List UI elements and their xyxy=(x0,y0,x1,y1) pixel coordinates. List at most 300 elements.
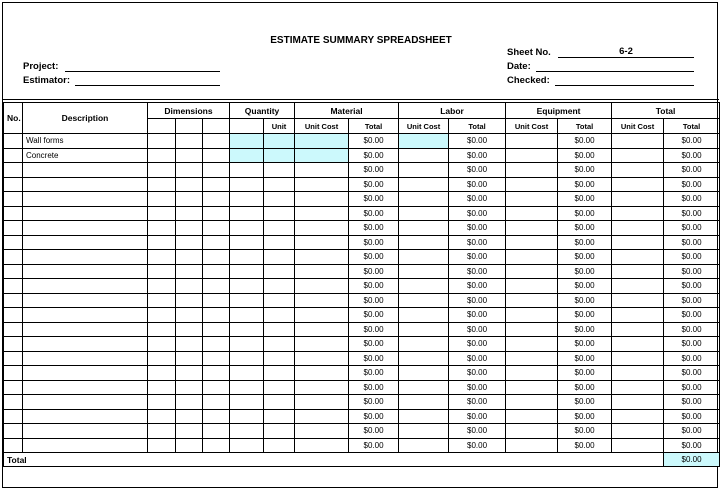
lab-unit-cost-cell[interactable] xyxy=(399,424,449,439)
no-cell[interactable] xyxy=(4,424,23,439)
dim-cell[interactable] xyxy=(176,264,203,279)
eq-unit-cost-cell[interactable] xyxy=(506,351,558,366)
dim-cell[interactable] xyxy=(203,409,230,424)
description-cell[interactable] xyxy=(23,308,148,323)
tot-unit-cost-cell[interactable] xyxy=(612,206,664,221)
eq-total-cell[interactable]: $0.00 xyxy=(558,163,612,178)
no-cell[interactable] xyxy=(4,250,23,265)
description-cell[interactable] xyxy=(23,221,148,236)
qty-value-cell[interactable] xyxy=(230,351,264,366)
lab-unit-cost-cell[interactable] xyxy=(399,206,449,221)
lab-total-cell[interactable]: $0.00 xyxy=(449,264,506,279)
dim-cell[interactable] xyxy=(176,395,203,410)
eq-unit-cost-cell[interactable] xyxy=(506,308,558,323)
dim-cell[interactable] xyxy=(176,293,203,308)
lab-total-cell[interactable]: $0.00 xyxy=(449,134,506,149)
dim-cell[interactable] xyxy=(148,322,176,337)
lab-unit-cost-cell[interactable] xyxy=(399,163,449,178)
dim-cell[interactable] xyxy=(148,163,176,178)
mat-unit-cost-cell[interactable] xyxy=(295,337,349,352)
mat-total-cell[interactable]: $0.00 xyxy=(349,177,399,192)
mat-total-cell[interactable]: $0.00 xyxy=(349,395,399,410)
lab-unit-cost-cell[interactable] xyxy=(399,235,449,250)
qty-unit-cell[interactable] xyxy=(264,134,295,149)
dim-cell[interactable] xyxy=(203,134,230,149)
dim-cell[interactable] xyxy=(176,409,203,424)
eq-total-cell[interactable]: $0.00 xyxy=(558,438,612,453)
no-cell[interactable] xyxy=(4,293,23,308)
qty-value-cell[interactable] xyxy=(230,264,264,279)
eq-unit-cost-cell[interactable] xyxy=(506,264,558,279)
tot-unit-cost-cell[interactable] xyxy=(612,438,664,453)
mat-total-cell[interactable]: $0.00 xyxy=(349,206,399,221)
mat-total-cell[interactable]: $0.00 xyxy=(349,250,399,265)
dim-cell[interactable] xyxy=(148,395,176,410)
qty-value-cell[interactable] xyxy=(230,250,264,265)
dim-cell[interactable] xyxy=(203,250,230,265)
dim-cell[interactable] xyxy=(176,177,203,192)
lab-total-cell[interactable]: $0.00 xyxy=(449,148,506,163)
mat-total-cell[interactable]: $0.00 xyxy=(349,351,399,366)
tot-unit-cost-cell[interactable] xyxy=(612,134,664,149)
no-cell[interactable] xyxy=(4,148,23,163)
qty-value-cell[interactable] xyxy=(230,438,264,453)
description-cell[interactable] xyxy=(23,192,148,207)
grand-total-cell[interactable]: $0.00 xyxy=(664,264,720,279)
qty-unit-cell[interactable] xyxy=(264,308,295,323)
lab-unit-cost-cell[interactable] xyxy=(399,322,449,337)
mat-total-cell[interactable]: $0.00 xyxy=(349,438,399,453)
mat-total-cell[interactable]: $0.00 xyxy=(349,192,399,207)
mat-total-cell[interactable]: $0.00 xyxy=(349,148,399,163)
dim-cell[interactable] xyxy=(148,279,176,294)
mat-total-cell[interactable]: $0.00 xyxy=(349,279,399,294)
mat-total-cell[interactable]: $0.00 xyxy=(349,264,399,279)
tot-unit-cost-cell[interactable] xyxy=(612,264,664,279)
description-cell[interactable] xyxy=(23,163,148,178)
lab-total-cell[interactable]: $0.00 xyxy=(449,366,506,381)
dim-cell[interactable] xyxy=(148,235,176,250)
mat-unit-cost-cell[interactable] xyxy=(295,177,349,192)
dim-cell[interactable] xyxy=(148,380,176,395)
dim-cell[interactable] xyxy=(203,192,230,207)
description-cell[interactable] xyxy=(23,409,148,424)
lab-unit-cost-cell[interactable] xyxy=(399,293,449,308)
description-cell[interactable] xyxy=(23,380,148,395)
tot-unit-cost-cell[interactable] xyxy=(612,409,664,424)
description-cell[interactable] xyxy=(23,366,148,381)
no-cell[interactable] xyxy=(4,308,23,323)
grand-total-cell[interactable]: $0.00 xyxy=(664,221,720,236)
lab-unit-cost-cell[interactable] xyxy=(399,134,449,149)
lab-unit-cost-cell[interactable] xyxy=(399,438,449,453)
eq-total-cell[interactable]: $0.00 xyxy=(558,337,612,352)
qty-value-cell[interactable] xyxy=(230,293,264,308)
qty-unit-cell[interactable] xyxy=(264,293,295,308)
lab-total-cell[interactable]: $0.00 xyxy=(449,409,506,424)
eq-total-cell[interactable]: $0.00 xyxy=(558,322,612,337)
tot-unit-cost-cell[interactable] xyxy=(612,293,664,308)
lab-unit-cost-cell[interactable] xyxy=(399,250,449,265)
qty-unit-cell[interactable] xyxy=(264,395,295,410)
mat-unit-cost-cell[interactable] xyxy=(295,424,349,439)
eq-unit-cost-cell[interactable] xyxy=(506,148,558,163)
qty-value-cell[interactable] xyxy=(230,192,264,207)
qty-unit-cell[interactable] xyxy=(264,380,295,395)
lab-unit-cost-cell[interactable] xyxy=(399,366,449,381)
grand-total-cell[interactable]: $0.00 xyxy=(664,177,720,192)
qty-value-cell[interactable] xyxy=(230,163,264,178)
mat-total-cell[interactable]: $0.00 xyxy=(349,221,399,236)
lab-total-cell[interactable]: $0.00 xyxy=(449,250,506,265)
tot-unit-cost-cell[interactable] xyxy=(612,192,664,207)
dim-cell[interactable] xyxy=(203,148,230,163)
dim-cell[interactable] xyxy=(203,163,230,178)
lab-unit-cost-cell[interactable] xyxy=(399,279,449,294)
lab-unit-cost-cell[interactable] xyxy=(399,380,449,395)
eq-total-cell[interactable]: $0.00 xyxy=(558,148,612,163)
eq-unit-cost-cell[interactable] xyxy=(506,206,558,221)
lab-total-cell[interactable]: $0.00 xyxy=(449,163,506,178)
no-cell[interactable] xyxy=(4,409,23,424)
mat-total-cell[interactable]: $0.00 xyxy=(349,322,399,337)
tot-unit-cost-cell[interactable] xyxy=(612,148,664,163)
eq-unit-cost-cell[interactable] xyxy=(506,322,558,337)
lab-total-cell[interactable]: $0.00 xyxy=(449,235,506,250)
dim-cell[interactable] xyxy=(176,250,203,265)
grand-total-cell[interactable]: $0.00 xyxy=(664,163,720,178)
mat-unit-cost-cell[interactable] xyxy=(295,409,349,424)
tot-unit-cost-cell[interactable] xyxy=(612,163,664,178)
grand-total-cell[interactable]: $0.00 xyxy=(664,351,720,366)
no-cell[interactable] xyxy=(4,380,23,395)
grand-total-cell[interactable]: $0.00 xyxy=(664,192,720,207)
mat-unit-cost-cell[interactable] xyxy=(295,192,349,207)
dim-cell[interactable] xyxy=(148,264,176,279)
mat-unit-cost-cell[interactable] xyxy=(295,206,349,221)
mat-total-cell[interactable]: $0.00 xyxy=(349,409,399,424)
description-cell[interactable] xyxy=(23,293,148,308)
qty-value-cell[interactable] xyxy=(230,366,264,381)
mat-total-cell[interactable]: $0.00 xyxy=(349,293,399,308)
grand-total-cell[interactable]: $0.00 xyxy=(664,366,720,381)
eq-total-cell[interactable]: $0.00 xyxy=(558,424,612,439)
dim-cell[interactable] xyxy=(203,322,230,337)
eq-unit-cost-cell[interactable] xyxy=(506,409,558,424)
qty-value-cell[interactable] xyxy=(230,395,264,410)
grand-total-cell[interactable]: $0.00 xyxy=(664,279,720,294)
tot-unit-cost-cell[interactable] xyxy=(612,366,664,381)
grand-total-cell[interactable]: $0.00 xyxy=(664,409,720,424)
grand-total-cell[interactable]: $0.00 xyxy=(664,424,720,439)
no-cell[interactable] xyxy=(4,264,23,279)
grand-total-cell[interactable]: $0.00 xyxy=(664,308,720,323)
qty-unit-cell[interactable] xyxy=(264,250,295,265)
mat-total-cell[interactable]: $0.00 xyxy=(349,235,399,250)
mat-unit-cost-cell[interactable] xyxy=(295,366,349,381)
eq-total-cell[interactable]: $0.00 xyxy=(558,308,612,323)
grand-total-cell[interactable]: $0.00 xyxy=(664,438,720,453)
eq-total-cell[interactable]: $0.00 xyxy=(558,192,612,207)
mat-total-cell[interactable]: $0.00 xyxy=(349,163,399,178)
no-cell[interactable] xyxy=(4,337,23,352)
qty-unit-cell[interactable] xyxy=(264,163,295,178)
mat-unit-cost-cell[interactable] xyxy=(295,221,349,236)
description-cell[interactable] xyxy=(23,337,148,352)
eq-total-cell[interactable]: $0.00 xyxy=(558,250,612,265)
tot-unit-cost-cell[interactable] xyxy=(612,308,664,323)
lab-total-cell[interactable]: $0.00 xyxy=(449,293,506,308)
eq-unit-cost-cell[interactable] xyxy=(506,424,558,439)
description-cell[interactable] xyxy=(23,206,148,221)
qty-unit-cell[interactable] xyxy=(264,177,295,192)
eq-total-cell[interactable]: $0.00 xyxy=(558,134,612,149)
eq-total-cell[interactable]: $0.00 xyxy=(558,395,612,410)
dim-cell[interactable] xyxy=(148,206,176,221)
dim-cell[interactable] xyxy=(203,279,230,294)
mat-unit-cost-cell[interactable] xyxy=(295,279,349,294)
dim-cell[interactable] xyxy=(176,380,203,395)
dim-cell[interactable] xyxy=(176,148,203,163)
description-cell[interactable]: Concrete xyxy=(23,148,148,163)
qty-unit-cell[interactable] xyxy=(264,409,295,424)
dim-cell[interactable] xyxy=(148,409,176,424)
grand-total-cell[interactable]: $0.00 xyxy=(664,395,720,410)
lab-unit-cost-cell[interactable] xyxy=(399,308,449,323)
qty-value-cell[interactable] xyxy=(230,221,264,236)
no-cell[interactable] xyxy=(4,206,23,221)
eq-unit-cost-cell[interactable] xyxy=(506,235,558,250)
mat-unit-cost-cell[interactable] xyxy=(295,308,349,323)
date-field[interactable] xyxy=(536,61,694,72)
dim-cell[interactable] xyxy=(203,308,230,323)
qty-unit-cell[interactable] xyxy=(264,322,295,337)
lab-total-cell[interactable]: $0.00 xyxy=(449,424,506,439)
mat-unit-cost-cell[interactable] xyxy=(295,351,349,366)
qty-unit-cell[interactable] xyxy=(264,351,295,366)
eq-unit-cost-cell[interactable] xyxy=(506,134,558,149)
dim-cell[interactable] xyxy=(148,351,176,366)
no-cell[interactable] xyxy=(4,438,23,453)
no-cell[interactable] xyxy=(4,235,23,250)
qty-value-cell[interactable] xyxy=(230,279,264,294)
grand-total-cell[interactable]: $0.00 xyxy=(664,380,720,395)
dim-cell[interactable] xyxy=(148,308,176,323)
eq-unit-cost-cell[interactable] xyxy=(506,380,558,395)
dim-cell[interactable] xyxy=(203,206,230,221)
dim-cell[interactable] xyxy=(203,424,230,439)
mat-unit-cost-cell[interactable] xyxy=(295,322,349,337)
dim-cell[interactable] xyxy=(176,206,203,221)
dim-cell[interactable] xyxy=(176,221,203,236)
lab-unit-cost-cell[interactable] xyxy=(399,192,449,207)
no-cell[interactable] xyxy=(4,395,23,410)
tot-unit-cost-cell[interactable] xyxy=(612,322,664,337)
qty-unit-cell[interactable] xyxy=(264,264,295,279)
lab-unit-cost-cell[interactable] xyxy=(399,351,449,366)
lab-total-cell[interactable]: $0.00 xyxy=(449,279,506,294)
tot-unit-cost-cell[interactable] xyxy=(612,279,664,294)
lab-unit-cost-cell[interactable] xyxy=(399,264,449,279)
no-cell[interactable] xyxy=(4,322,23,337)
mat-total-cell[interactable]: $0.00 xyxy=(349,134,399,149)
no-cell[interactable] xyxy=(4,351,23,366)
eq-total-cell[interactable]: $0.00 xyxy=(558,177,612,192)
grand-total-cell[interactable]: $0.00 xyxy=(664,337,720,352)
sheet-no-field[interactable]: 6-2 xyxy=(558,47,694,58)
eq-total-cell[interactable]: $0.00 xyxy=(558,235,612,250)
qty-value-cell[interactable] xyxy=(230,235,264,250)
dim-cell[interactable] xyxy=(203,221,230,236)
description-cell[interactable] xyxy=(23,322,148,337)
dim-cell[interactable] xyxy=(148,293,176,308)
qty-unit-cell[interactable] xyxy=(264,206,295,221)
dim-cell[interactable] xyxy=(203,337,230,352)
dim-cell[interactable] xyxy=(203,438,230,453)
qty-value-cell[interactable] xyxy=(230,409,264,424)
mat-unit-cost-cell[interactable] xyxy=(295,264,349,279)
tot-unit-cost-cell[interactable] xyxy=(612,235,664,250)
lab-unit-cost-cell[interactable] xyxy=(399,148,449,163)
dim-cell[interactable] xyxy=(176,438,203,453)
estimator-field[interactable] xyxy=(75,75,220,86)
mat-total-cell[interactable]: $0.00 xyxy=(349,424,399,439)
dim-cell[interactable] xyxy=(148,424,176,439)
mat-unit-cost-cell[interactable] xyxy=(295,134,349,149)
no-cell[interactable] xyxy=(4,134,23,149)
tot-unit-cost-cell[interactable] xyxy=(612,395,664,410)
qty-value-cell[interactable] xyxy=(230,380,264,395)
eq-unit-cost-cell[interactable] xyxy=(506,337,558,352)
dim-cell[interactable] xyxy=(148,148,176,163)
dim-cell[interactable] xyxy=(148,366,176,381)
lab-unit-cost-cell[interactable] xyxy=(399,221,449,236)
grand-total-cell[interactable]: $0.00 xyxy=(664,250,720,265)
qty-value-cell[interactable] xyxy=(230,177,264,192)
mat-unit-cost-cell[interactable] xyxy=(295,250,349,265)
tot-unit-cost-cell[interactable] xyxy=(612,424,664,439)
dim-cell[interactable] xyxy=(148,250,176,265)
checked-field[interactable] xyxy=(555,75,694,86)
qty-value-cell[interactable] xyxy=(230,308,264,323)
eq-total-cell[interactable]: $0.00 xyxy=(558,380,612,395)
dim-cell[interactable] xyxy=(176,366,203,381)
dim-cell[interactable] xyxy=(203,235,230,250)
grand-total-cell[interactable]: $0.00 xyxy=(664,235,720,250)
description-cell[interactable] xyxy=(23,235,148,250)
dim-cell[interactable] xyxy=(176,351,203,366)
no-cell[interactable] xyxy=(4,163,23,178)
eq-unit-cost-cell[interactable] xyxy=(506,250,558,265)
qty-unit-cell[interactable] xyxy=(264,366,295,381)
lab-total-cell[interactable]: $0.00 xyxy=(449,308,506,323)
tot-unit-cost-cell[interactable] xyxy=(612,337,664,352)
eq-total-cell[interactable]: $0.00 xyxy=(558,293,612,308)
tot-unit-cost-cell[interactable] xyxy=(612,221,664,236)
qty-value-cell[interactable] xyxy=(230,134,264,149)
qty-value-cell[interactable] xyxy=(230,206,264,221)
lab-total-cell[interactable]: $0.00 xyxy=(449,438,506,453)
dim-cell[interactable] xyxy=(148,192,176,207)
qty-unit-cell[interactable] xyxy=(264,438,295,453)
description-cell[interactable] xyxy=(23,395,148,410)
lab-total-cell[interactable]: $0.00 xyxy=(449,337,506,352)
description-cell[interactable]: Wall forms xyxy=(23,134,148,149)
eq-unit-cost-cell[interactable] xyxy=(506,293,558,308)
description-cell[interactable] xyxy=(23,279,148,294)
grand-total-cell[interactable]: $0.00 xyxy=(664,293,720,308)
grand-total-cell[interactable]: $0.00 xyxy=(664,322,720,337)
lab-unit-cost-cell[interactable] xyxy=(399,409,449,424)
no-cell[interactable] xyxy=(4,221,23,236)
dim-cell[interactable] xyxy=(203,366,230,381)
eq-total-cell[interactable]: $0.00 xyxy=(558,366,612,381)
no-cell[interactable] xyxy=(4,177,23,192)
mat-unit-cost-cell[interactable] xyxy=(295,293,349,308)
tot-unit-cost-cell[interactable] xyxy=(612,380,664,395)
no-cell[interactable] xyxy=(4,192,23,207)
mat-total-cell[interactable]: $0.00 xyxy=(349,308,399,323)
dim-cell[interactable] xyxy=(203,264,230,279)
qty-unit-cell[interactable] xyxy=(264,221,295,236)
description-cell[interactable] xyxy=(23,351,148,366)
description-cell[interactable] xyxy=(23,438,148,453)
grand-total-cell[interactable]: $0.00 xyxy=(664,148,720,163)
eq-unit-cost-cell[interactable] xyxy=(506,177,558,192)
dim-cell[interactable] xyxy=(176,235,203,250)
dim-cell[interactable] xyxy=(176,279,203,294)
eq-unit-cost-cell[interactable] xyxy=(506,279,558,294)
eq-total-cell[interactable]: $0.00 xyxy=(558,409,612,424)
eq-unit-cost-cell[interactable] xyxy=(506,221,558,236)
mat-total-cell[interactable]: $0.00 xyxy=(349,337,399,352)
qty-value-cell[interactable] xyxy=(230,424,264,439)
lab-total-cell[interactable]: $0.00 xyxy=(449,177,506,192)
dim-cell[interactable] xyxy=(148,438,176,453)
lab-total-cell[interactable]: $0.00 xyxy=(449,395,506,410)
no-cell[interactable] xyxy=(4,279,23,294)
dim-cell[interactable] xyxy=(176,424,203,439)
grand-total-cell[interactable]: $0.00 xyxy=(664,206,720,221)
qty-unit-cell[interactable] xyxy=(264,424,295,439)
qty-value-cell[interactable] xyxy=(230,148,264,163)
eq-unit-cost-cell[interactable] xyxy=(506,395,558,410)
dim-cell[interactable] xyxy=(176,322,203,337)
dim-cell[interactable] xyxy=(148,134,176,149)
tot-unit-cost-cell[interactable] xyxy=(612,177,664,192)
dim-cell[interactable] xyxy=(203,293,230,308)
mat-unit-cost-cell[interactable] xyxy=(295,395,349,410)
dim-cell[interactable] xyxy=(176,308,203,323)
mat-unit-cost-cell[interactable] xyxy=(295,235,349,250)
dim-cell[interactable] xyxy=(203,395,230,410)
lab-total-cell[interactable]: $0.00 xyxy=(449,322,506,337)
description-cell[interactable] xyxy=(23,177,148,192)
tot-unit-cost-cell[interactable] xyxy=(612,250,664,265)
mat-unit-cost-cell[interactable] xyxy=(295,163,349,178)
qty-unit-cell[interactable] xyxy=(264,279,295,294)
eq-total-cell[interactable]: $0.00 xyxy=(558,279,612,294)
dim-cell[interactable] xyxy=(203,351,230,366)
tot-unit-cost-cell[interactable] xyxy=(612,351,664,366)
mat-unit-cost-cell[interactable] xyxy=(295,438,349,453)
qty-unit-cell[interactable] xyxy=(264,148,295,163)
qty-unit-cell[interactable] xyxy=(264,235,295,250)
lab-unit-cost-cell[interactable] xyxy=(399,337,449,352)
lab-unit-cost-cell[interactable] xyxy=(399,395,449,410)
dim-cell[interactable] xyxy=(176,134,203,149)
eq-unit-cost-cell[interactable] xyxy=(506,163,558,178)
